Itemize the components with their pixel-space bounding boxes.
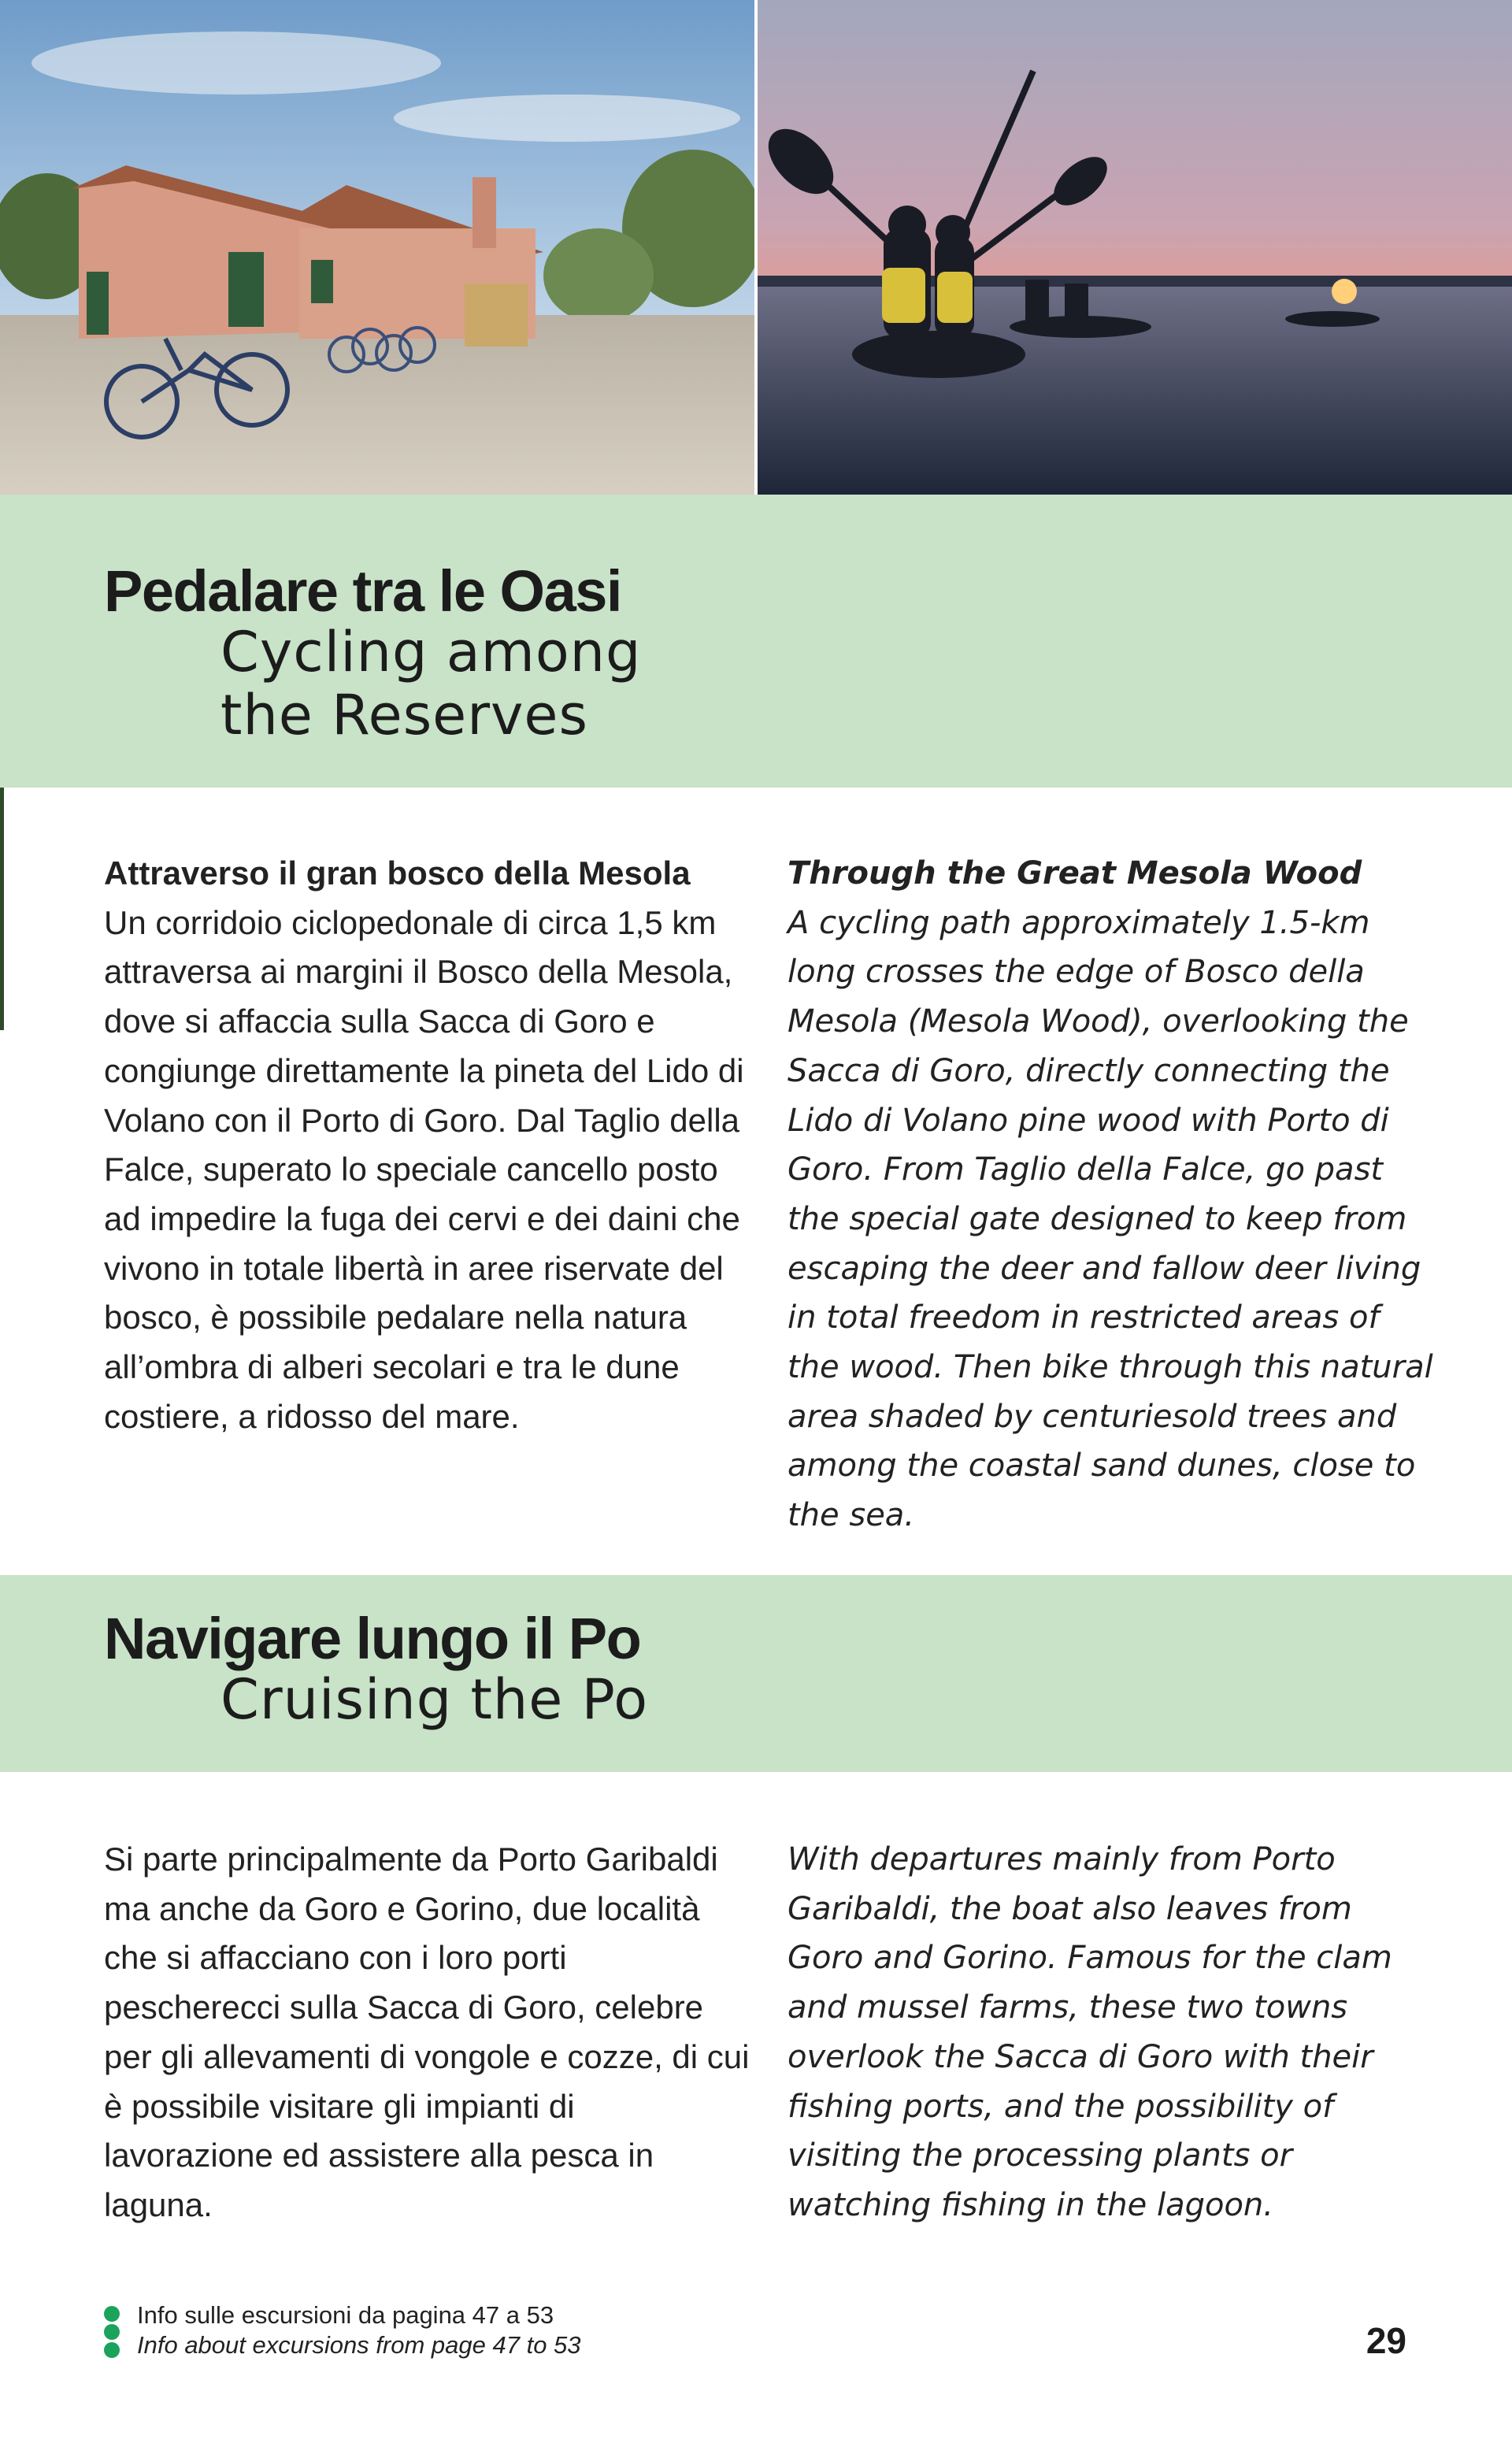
section1-text-it: Un corridoio ciclopedonale di circa 1,5 km attraversa ai margini il Bosco della Mesola, dove si affaccia sulla Sacca di Goro e congiunge direttamente la pineta del Lido di Volano con il Porto di Goro. Dal Taglio della Falce, superato lo speciale cancello posto ad impedire la fuga dei cervi e dei daini che vivono in totale libertà in aree riservate del bosco, è possibile pedalare nella natura all’ombra di alberi secolari e tra le dune costiere, a ridosso del mare. — [104, 903, 744, 1435]
footer-bullet-icon — [104, 2306, 121, 2360]
section1-header — [0, 495, 1512, 788]
section2-body-it: Si parte principalmente da Porto Garibaldi ma anche da Goro e Gorino, due località che si affacciano con i loro porti pescherecci sulla Sacca di Goro, celebre per gli allevamenti di vongole e cozze, di cui è possibile visitare gli impianti di lavorazione ed assistere alla pesca in laguna. — [104, 1841, 750, 2223]
section1-body-it — [104, 849, 750, 1441]
footer-info-it: Info sulle escursioni da pagina 47 a 53 — [137, 2301, 554, 2329]
section2-title-it: Navigare lungo il Po — [104, 1606, 641, 1671]
kayak-sunset-photo — [758, 0, 1512, 495]
page-number: 29 — [1366, 2320, 1406, 2361]
section1-title-en-line2: the Reserves — [220, 683, 588, 747]
section1-body-en — [788, 849, 1433, 1540]
section1-subtitle-en: Through the Great Mesola Wood — [788, 855, 1362, 892]
section1-title-it: Pedalare tra le Oasi — [104, 558, 621, 624]
farmhouse-photo — [0, 0, 754, 495]
footer-info-en: Info about excursions from page 47 to 53 — [137, 2331, 581, 2359]
section1-title-en-line1: Cycling among — [220, 620, 642, 684]
section2-header — [0, 1575, 1512, 1772]
section1-text-en: A cycling path approximately 1.5-km long crosses the edge of Bosco della Mesola (Mesola Wood), overlooking the Sacca di Goro, directly connecting the Lido di Volano pine wood with Porto di Goro. From Taglio della Falce, go past the special gate designed to keep from escaping the deer and fallow deer living in total freedom in restricted areas of the wood. Then bike through this natural area shaded by centuriesold trees and among the coastal sand dunes, close to the sea. — [788, 904, 1433, 1534]
section2-title-en: Cruising the Po — [220, 1667, 649, 1732]
section2-body-en: With departures mainly from Porto Garibaldi, the boat also leaves from Goro and Gorino. Famous for the clam and mussel farms, these two towns overlook the Sacca di Goro with their fishing ports, and the possibility of visiting the processing plants or watching fishing in the lagoon. — [788, 1841, 1392, 2223]
section1-subtitle-it: Attraverso il gran bosco della Mesola — [104, 854, 691, 892]
